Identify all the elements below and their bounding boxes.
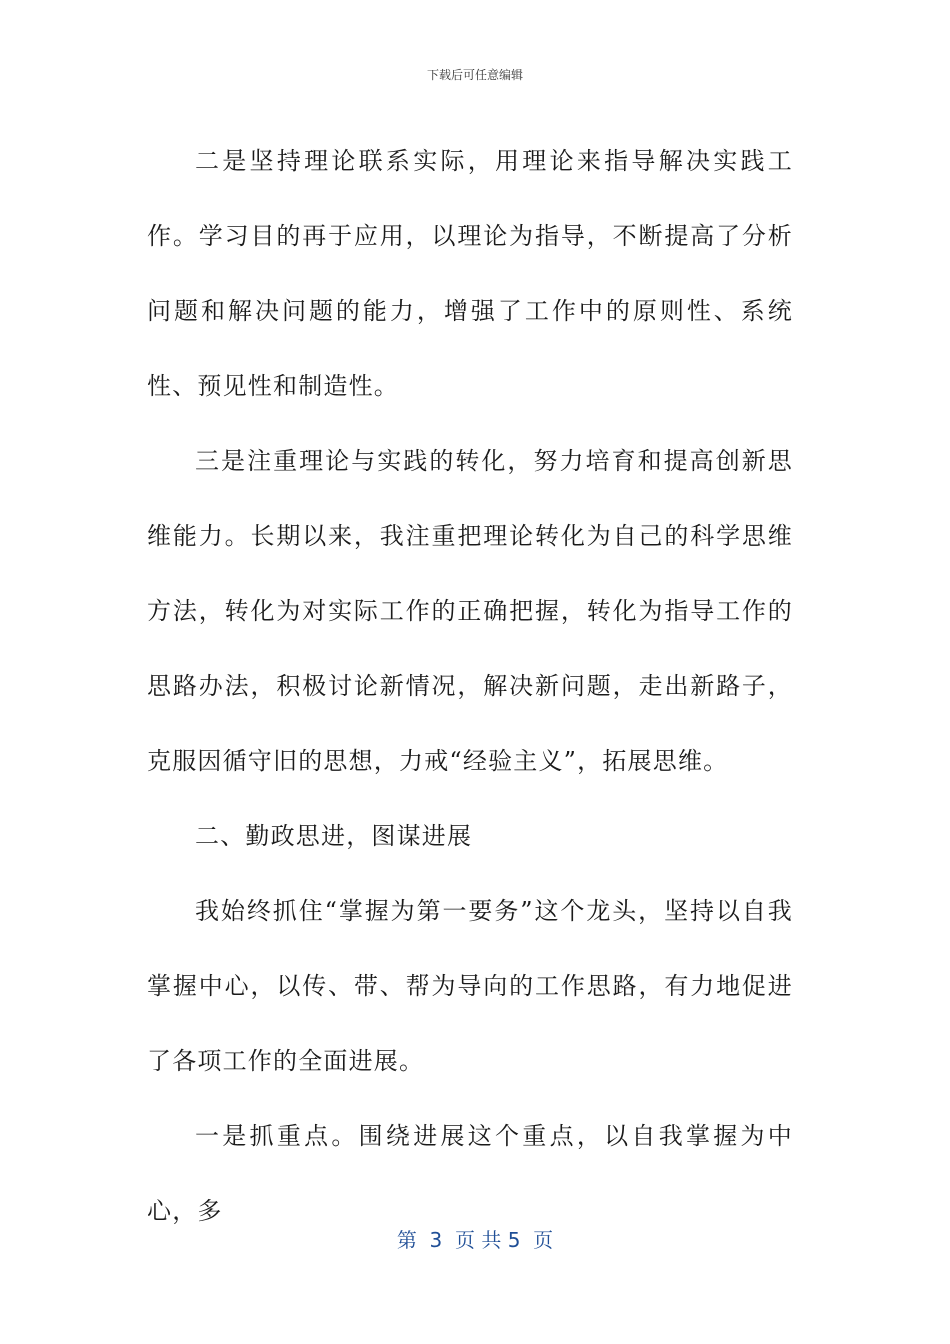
header-note: 下载后可任意编辑 bbox=[426, 68, 523, 82]
paragraph: 三是注重理论与实践的转化，努力培育和提高创新思维能力。长期以来，我注重把理论转化为自己的科学思维方法，转化为对实际工作的正确把握，转化为指导工作的思路办法，积极讨论新情况，解决新问题，走出新路子，克服因循守旧的思想，力戒“经验主义”，拓展思维。 bbox=[147, 447, 793, 775]
document-body bbox=[147, 124, 793, 1249]
page-number: 第 3 页 共 5 页 bbox=[396, 1228, 554, 1252]
paragraph: 一是抓重点。围绕进展这个重点，以自我掌握为中心，多 bbox=[147, 1122, 793, 1225]
paragraph: 我始终抓住“掌握为第一要务”这个龙头，坚持以自我掌握中心，以传、带、帮为导向的工作思路，有力地促进了各项工作的全面进展。 bbox=[147, 897, 793, 1075]
section-heading: 二、勤政思进，图谋进展 bbox=[195, 822, 473, 850]
paragraph: 二是坚持理论联系实际，用理论来指导解决实践工作。学习目的再于应用，以理论为指导，不断提高了分析问题和解决问题的能力，增强了工作中的原则性、系统性、预见性和制造性。 bbox=[147, 147, 793, 400]
